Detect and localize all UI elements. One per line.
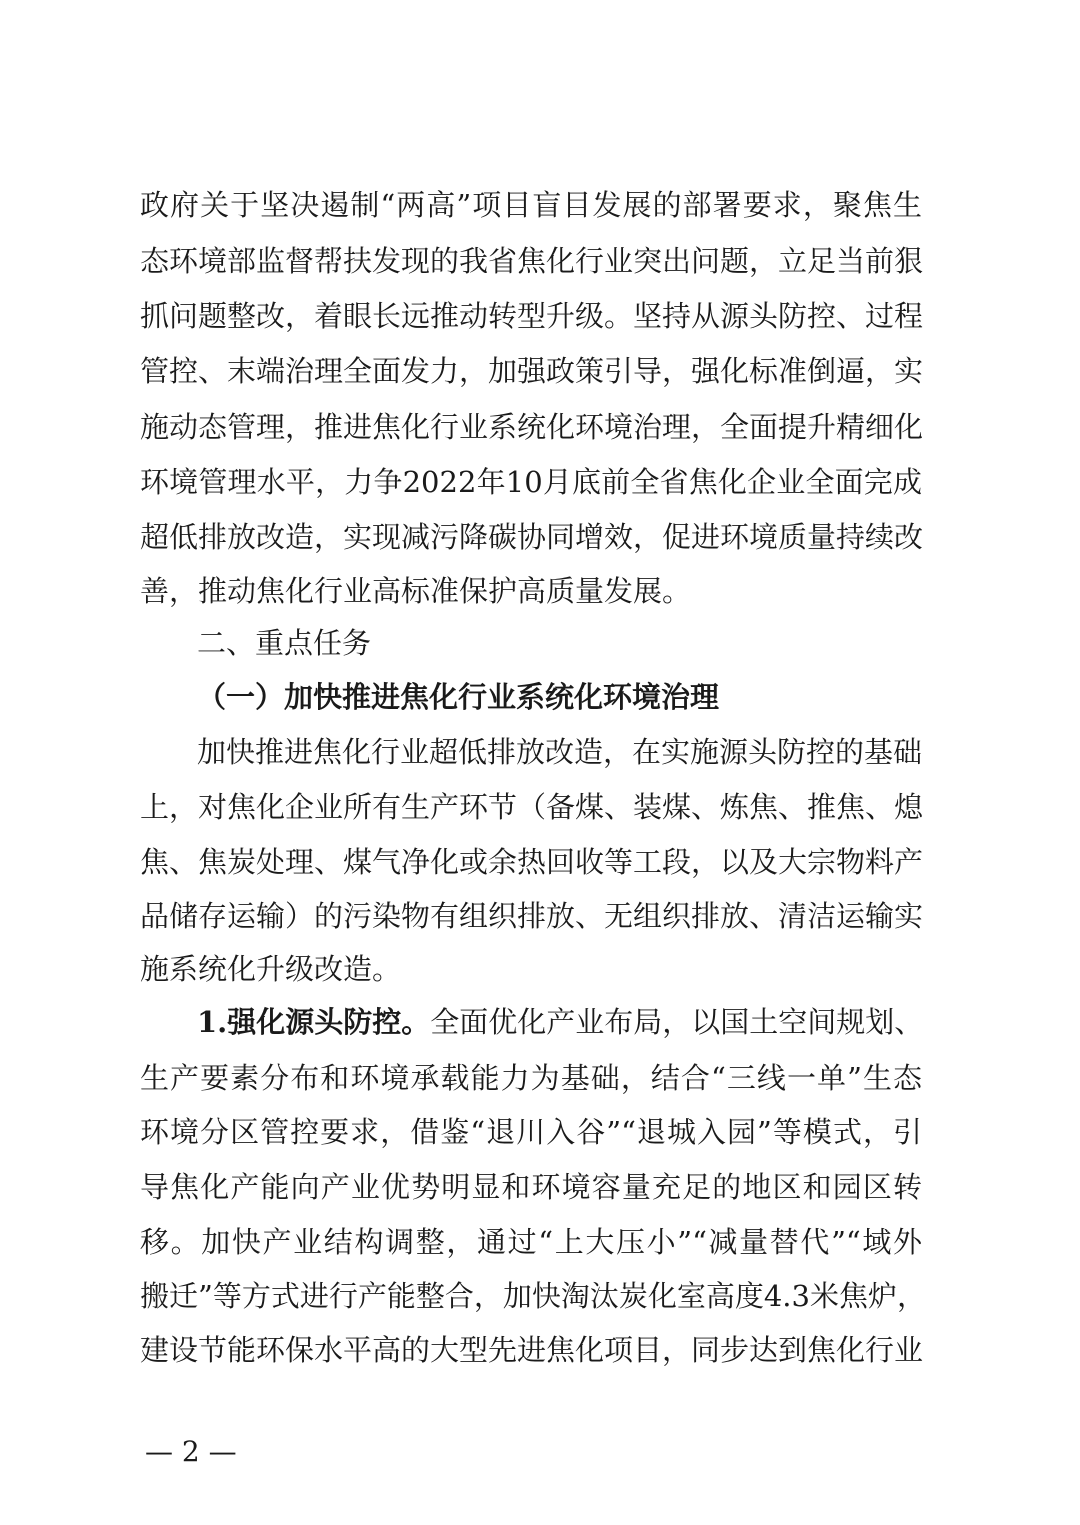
text-line: 导焦化产能向产业优势明显和环境容量充足的地区和园区转 — [140, 1170, 922, 1204]
text-line: 抓问题整改，着眼长远推动转型升级。坚持从源头防控、过程 — [140, 299, 924, 333]
text-line: 环境管理水平，力争2022年10月底前全省焦化企业全面完成 — [140, 465, 922, 499]
text-line: 搬迁”等方式进行产能整合，加快淘汰炭化室高度4.3米焦炉， — [140, 1279, 926, 1313]
text-line: 环境分区管控要求，借鉴“退川入谷”“退城入园”等模式，引 — [140, 1115, 922, 1149]
text-line: 态环境部监督帮扶发现的我省焦化行业突出问题，立足当前狠 — [140, 244, 924, 278]
page-number: — 2 — — [145, 1435, 237, 1468]
text-line: 加快推进焦化行业超低排放改造，在实施源头防控的基础 — [197, 735, 923, 769]
text-line: 生产要素分布和环境承载能力为基础，结合“三线一单”生态 — [140, 1061, 922, 1095]
text-line: 管控、末端治理全面发力，加强政策引导，强化标准倒逼，实 — [140, 354, 924, 388]
section-heading: 二、重点任务 — [197, 626, 372, 660]
text-line: 超低排放改造，实现减污降碳协同增效，促进环境质量持续改 — [140, 520, 924, 554]
item-1-line — [197, 1004, 922, 1040]
item-1-text: 全面优化产业布局，以国土空间规划、 — [430, 1005, 924, 1039]
text-line: 善，推动焦化行业高标准保护高质量发展。 — [140, 574, 692, 608]
text-line: 焦、焦炭处理、煤气净化或余热回收等工段，以及大宗物料产 — [140, 845, 924, 879]
item-1-title: 1.强化源头防控。 — [197, 1005, 431, 1039]
text-line: 政府关于坚决遏制“两高”项目盲目发展的部署要求，聚焦生 — [140, 188, 922, 222]
subsection-heading: （一）加快推进焦化行业系统化环境治理 — [197, 680, 720, 714]
text-line: 建设节能环保水平高的大型先进焦化项目，同步达到焦化行业 — [140, 1333, 924, 1367]
text-line: 施动态管理，推进焦化行业系统化环境治理，全面提升精细化 — [140, 410, 924, 444]
text-line: 施系统化升级改造。 — [140, 952, 402, 986]
text-line: 品储存运输）的污染物有组织排放、无组织排放、清洁运输实 — [140, 899, 924, 933]
text-line: 移。加快产业结构调整，通过“上大压小”“减量替代”“域外 — [140, 1225, 922, 1259]
text-line: 上，对焦化企业所有生产环节（备煤、装煤、炼焦、推焦、熄 — [140, 790, 924, 824]
